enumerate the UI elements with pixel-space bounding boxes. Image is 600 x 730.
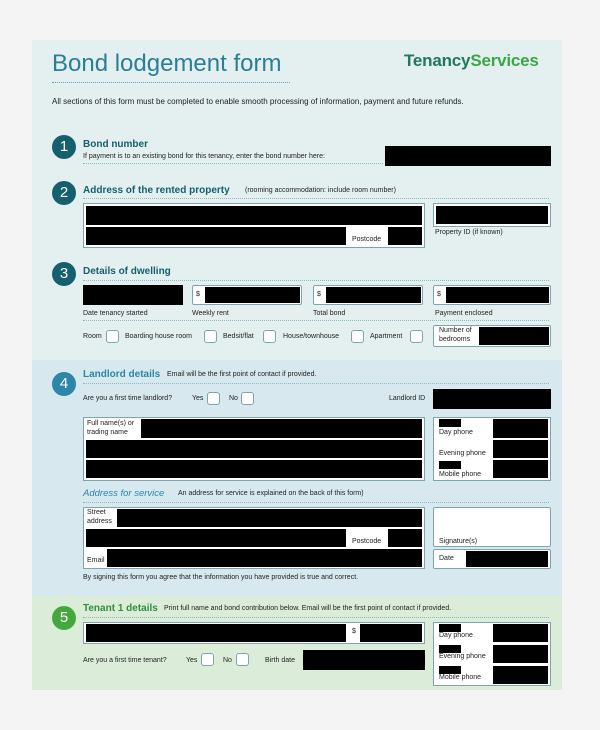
section-3-title: Details of dwelling — [83, 266, 171, 277]
boarding-checkbox[interactable] — [204, 330, 217, 343]
service-postcode-input[interactable] — [388, 529, 422, 547]
section-4-number: 4 — [52, 372, 76, 396]
bedrooms-label-2: bedrooms — [439, 336, 471, 343]
first-time-landlord-label: Are you a first time landlord? — [83, 395, 173, 402]
section-2-title: Address of the rented property — [83, 185, 230, 196]
tenant-currency: $ — [352, 628, 356, 635]
bedsit-label: Bedsit/flat — [223, 333, 254, 340]
bedrooms-input[interactable] — [479, 327, 549, 345]
mobile-phone-prefix-input[interactable] — [439, 461, 461, 469]
section-5-number: 5 — [52, 606, 76, 630]
weekly-rent-label: Weekly rent — [192, 310, 229, 317]
section-3-number: 3 — [52, 262, 76, 286]
tenant-yes-label: Yes — [186, 657, 198, 664]
boarding-label: Boarding house room — [125, 333, 192, 340]
payment-input[interactable] — [446, 287, 549, 303]
landlord-no-checkbox[interactable] — [241, 392, 254, 405]
date-tenancy-input[interactable] — [83, 285, 183, 305]
weekly-rent-currency: $ — [196, 291, 200, 298]
tenant-mobile-phone-label: Mobile phone — [439, 674, 482, 681]
mobile-phone-input[interactable] — [493, 460, 548, 478]
email-input[interactable] — [107, 549, 422, 567]
street-address-input-1[interactable] — [117, 509, 422, 527]
tenant-yes-checkbox[interactable] — [201, 653, 214, 666]
tenant-mobile-phone-prefix-input[interactable] — [439, 666, 461, 674]
landlord-name-input-2[interactable] — [86, 440, 422, 458]
page-title: Bond lodgement form — [52, 50, 282, 77]
signature-label: Signature(s) — [439, 538, 478, 545]
sign-date-label: Date — [439, 555, 454, 562]
landlord-yes-checkbox[interactable] — [207, 392, 220, 405]
section-4-title: Landlord details — [83, 369, 161, 380]
landlord-id-input[interactable] — [433, 389, 551, 409]
day-phone-input[interactable] — [493, 419, 548, 438]
divider — [83, 383, 549, 384]
apartment-label: Apartment — [370, 333, 403, 340]
evening-phone-label: Evening phone — [439, 450, 486, 457]
total-bond-currency: $ — [317, 291, 321, 298]
property-id-input[interactable] — [436, 206, 548, 224]
agreement-text: By signing this form you agree that the information you have provided is true and correct. — [83, 574, 359, 581]
section-2-note: (rooming accommodation: include room number) — [245, 187, 396, 194]
street-label-2: address — [87, 518, 112, 525]
day-phone-label: Day phone — [439, 429, 473, 436]
fullname-label-2: trading name — [87, 429, 128, 436]
section-5-note: Print full name and bond contribution below. Email will be the first point of contact if provided. — [164, 605, 452, 612]
tenant-day-phone-label: Day phone — [439, 632, 473, 639]
landlord-id-label: Landlord ID — [389, 395, 426, 402]
room-label: Room — [83, 333, 102, 340]
email-label: Email — [87, 557, 105, 564]
section-1-title: Bond number — [83, 139, 148, 150]
total-bond-input[interactable] — [326, 287, 421, 303]
weekly-rent-input[interactable] — [205, 287, 300, 303]
tenant-evening-phone-label: Evening phone — [439, 653, 486, 660]
section-1-note: If payment is to an existing bond for this tenancy, enter the bond number here: — [83, 153, 325, 160]
tenant-no-label: No — [223, 657, 232, 664]
bedsit-checkbox[interactable] — [263, 330, 276, 343]
address-line-2-input[interactable] — [86, 227, 346, 245]
tenant-day-phone-input[interactable] — [493, 624, 548, 642]
house-checkbox[interactable] — [351, 330, 364, 343]
payment-label: Payment enclosed — [435, 310, 493, 317]
house-label: House/townhouse — [283, 333, 340, 340]
address-line-1-input[interactable] — [86, 206, 422, 225]
payment-currency: $ — [437, 291, 441, 298]
date-tenancy-label: Date tenancy started — [83, 310, 148, 317]
divider — [83, 502, 549, 503]
landlord-name-input-3[interactable] — [86, 460, 422, 478]
tenant-contribution-input[interactable] — [360, 624, 422, 642]
brand-part2: Services — [470, 51, 539, 70]
tenant-evening-phone-prefix-input[interactable] — [439, 645, 461, 653]
street-label-1: Street — [87, 509, 106, 516]
divider — [83, 280, 549, 281]
birth-date-input[interactable] — [303, 650, 425, 670]
total-bond-label: Total bond — [313, 310, 346, 317]
postcode-label: Postcode — [352, 236, 382, 243]
divider — [83, 163, 383, 164]
postcode-input[interactable] — [388, 227, 422, 245]
service-note: An address for service is explained on the back of this form) — [178, 490, 364, 497]
landlord-yes-label: Yes — [192, 395, 204, 402]
brand-part1: Tenancy — [404, 51, 471, 70]
property-id-label: Property ID (if known) — [435, 229, 503, 236]
street-address-input-2[interactable] — [86, 529, 346, 547]
brand-logo — [404, 51, 539, 71]
section-5-title: Tenant 1 details — [83, 603, 158, 614]
divider — [83, 617, 549, 618]
landlord-no-label: No — [229, 395, 238, 402]
room-checkbox[interactable] — [106, 330, 119, 343]
intro-text: All sections of this form must be completed to enable smooth processing of information, payment and future refunds. — [52, 97, 464, 106]
apartment-checkbox[interactable] — [410, 330, 423, 343]
landlord-name-input-1[interactable] — [141, 419, 422, 438]
sign-date-input[interactable] — [466, 551, 548, 567]
tenant-evening-phone-input[interactable] — [493, 645, 548, 663]
tenant-name-input[interactable] — [86, 624, 346, 642]
bond-number-input[interactable] — [385, 146, 551, 166]
divider — [83, 320, 549, 321]
section-2-number: 2 — [52, 181, 76, 205]
tenant-no-checkbox[interactable] — [236, 653, 249, 666]
evening-phone-input[interactable] — [493, 440, 548, 458]
service-postcode-label: Postcode — [352, 538, 382, 545]
mobile-phone-label: Mobile phone — [439, 471, 482, 478]
section-4-note: Email will be the first point of contact if provided. — [167, 371, 317, 378]
tenant-day-phone-prefix-input[interactable] — [439, 624, 461, 632]
bedrooms-label-1: Number of — [439, 327, 472, 334]
divider — [83, 198, 549, 199]
first-time-tenant-label: Are you a first time tenant? — [83, 657, 167, 664]
section-1-number: 1 — [52, 135, 76, 159]
tenant-mobile-phone-input[interactable] — [493, 666, 548, 684]
fullname-label-1: Full name(s) or — [87, 420, 135, 427]
title-underline — [52, 82, 290, 83]
service-title: Address for service — [83, 488, 165, 499]
birth-date-label: Birth date — [265, 657, 295, 664]
day-phone-prefix-input[interactable] — [439, 419, 461, 427]
